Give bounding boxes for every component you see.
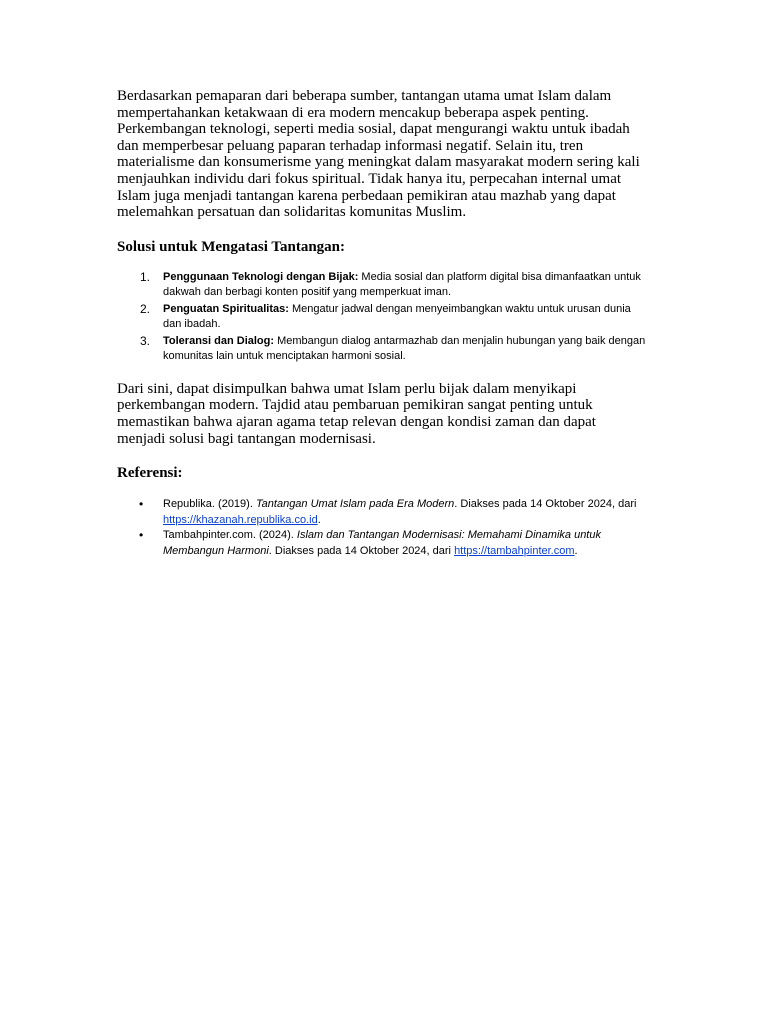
reference-prefix: Tambahpinter.com. (2024).	[163, 529, 297, 542]
list-number: 1.	[140, 269, 151, 284]
reference-middle: . Diakses pada 14 Oktober 2024, dari	[268, 544, 455, 557]
reference-link[interactable]: https://khazanah.republika.co.id	[163, 513, 318, 526]
reference-link[interactable]: https://tambahpinter.com	[454, 544, 575, 557]
conclusion-paragraph: Dari sini, dapat disimpulkan bahwa umat Islam perlu bijak dalam menyikapi perkembangan modern. Tajdid atau pembaruan pemikiran sangat penting untuk memastikan bahwa ajaran agama tetap relevan dengan kondisi zaman dan dapat menjadi solusi bagi tantangan modernisasi.	[117, 380, 596, 447]
reference-middle: . Diakses pada 14 Oktober 2024, dari	[454, 498, 637, 511]
solution-title: Toleransi dan Dialog:	[163, 334, 275, 347]
list-number: 3.	[140, 333, 151, 348]
reference-item	[117, 528, 647, 559]
bullet-icon: •	[139, 497, 144, 512]
reference-title: Tantangan Umat Islam pada Era Modern	[255, 498, 455, 511]
reference-suffix: .	[317, 513, 321, 526]
reference-title: Islam dan Tantangan Modernisasi: Memahami Dinamika untuk Membangun Harmoni	[163, 529, 601, 557]
intro-paragraph: Berdasarkan pemaparan dari beberapa sumber, tantangan utama umat Islam dalam mempertahankan ketakwaan di era modern mencakup beberapa aspek penting. Perkembangan teknologi, seperti media sosial, dapat mengurangi waktu untuk ibadah dan memperbesar peluang paparan terhadap informasi negatif. Selain itu, tren materialisme dan konsumerisme yang meningkat dalam masyarakat modern sering kali menjauhkan individu dari fokus spiritual. Tidak hanya itu, perpecahan internal umat Islam juga menjadi tantangan karena perbedaan pemikiran atau mazhab yang dapat melemahkan persatuan dan solidaritas komunitas Muslim.	[117, 88, 640, 221]
solutions-heading: Solusi untuk Mengatasi Tantangan:	[117, 238, 346, 255]
references-list	[117, 497, 647, 559]
solution-text: Media sosial dan platform digital bisa dimanfaatkan untuk dakwah dan berbagi konten positif yang memperkuat iman.	[163, 270, 641, 299]
solution-title: Penguatan Spiritualitas:	[163, 302, 289, 315]
list-number: 2.	[140, 301, 151, 316]
solution-item	[117, 270, 647, 301]
solution-title: Penggunaan Teknologi dengan Bijak:	[163, 270, 359, 283]
bullet-icon: •	[139, 528, 144, 543]
references-heading: Referensi:	[117, 465, 183, 482]
solution-text: Mengatur jadwal dengan menyeimbangkan waktu untuk urusan dunia dan ibadah.	[163, 302, 631, 331]
reference-item	[117, 497, 647, 528]
solutions-list	[117, 270, 647, 365]
solution-item	[117, 334, 647, 365]
solution-text: Membangun dialog antarmazhab dan menjalin hubungan yang baik dengan komunitas lain untuk menciptakan harmoni sosial.	[163, 334, 646, 363]
solution-item	[117, 302, 647, 333]
document-page	[117, 86, 647, 559]
reference-prefix: Republika. (2019).	[163, 498, 256, 511]
reference-suffix: .	[574, 544, 578, 557]
